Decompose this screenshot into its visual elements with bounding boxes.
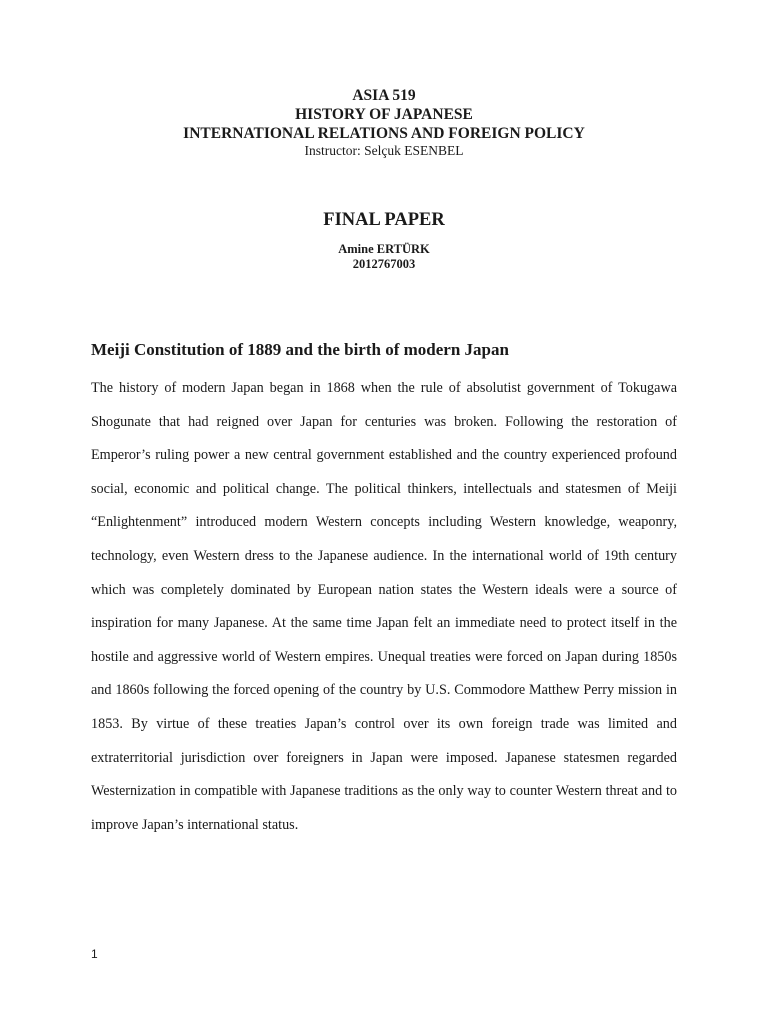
course-title-line-2: INTERNATIONAL RELATIONS AND FOREIGN POLICY — [183, 125, 585, 142]
page-number: 1 — [91, 947, 98, 961]
student-id: 2012767003 — [352, 257, 416, 271]
section-heading: Meiji Constitution of 1889 and the birth of modern Japan — [91, 340, 509, 359]
instructor-line: Instructor: Selçuk ESENBEL — [304, 143, 464, 158]
body-paragraph: The history of modern Japan began in 1868 when the rule of absolutist government of Tokugawa Shogunate that had reigned over Japan for centuries was broken. Following the restoration of Emperor’s ruling power a new central government established and the country experienced profound social, economic and political change. The political thinkers, intellectuals and statesmen of Meiji “Enlightenment” introduced modern Western concepts including Western knowledge, weaponry, technology, even Western dress to the Japanese audience. In the international world of 19th century which was completely dominated by European nation states the Western ideals were a source of inspiration for many Japanese. At the same time Japan felt an immediate need to protect itself in the hostile and aggressive world of Western empires. Unequal treaties were forced on Japan during 1850s and 1860s following the forced opening of the country by U.S. Commodore Matthew Perry mission in 1853. By virtue of these treaties Japan’s control over its own foreign trade was limited and extraterritorial jurisdiction over foreigners in Japan were imposed. Japanese statesmen regarded Westernization in compatible with Japanese traditions as the only way to counter Western threat and to improve Japan’s international status. — [91, 380, 677, 833]
course-title-line-1: HISTORY OF JAPANESE — [295, 106, 473, 123]
course-header — [0, 86, 768, 159]
paper-title: FINAL PAPER — [323, 210, 445, 230]
course-code: ASIA 519 — [352, 87, 416, 104]
author-name: Amine ERTÜRK — [338, 242, 430, 256]
author-block — [0, 242, 768, 272]
